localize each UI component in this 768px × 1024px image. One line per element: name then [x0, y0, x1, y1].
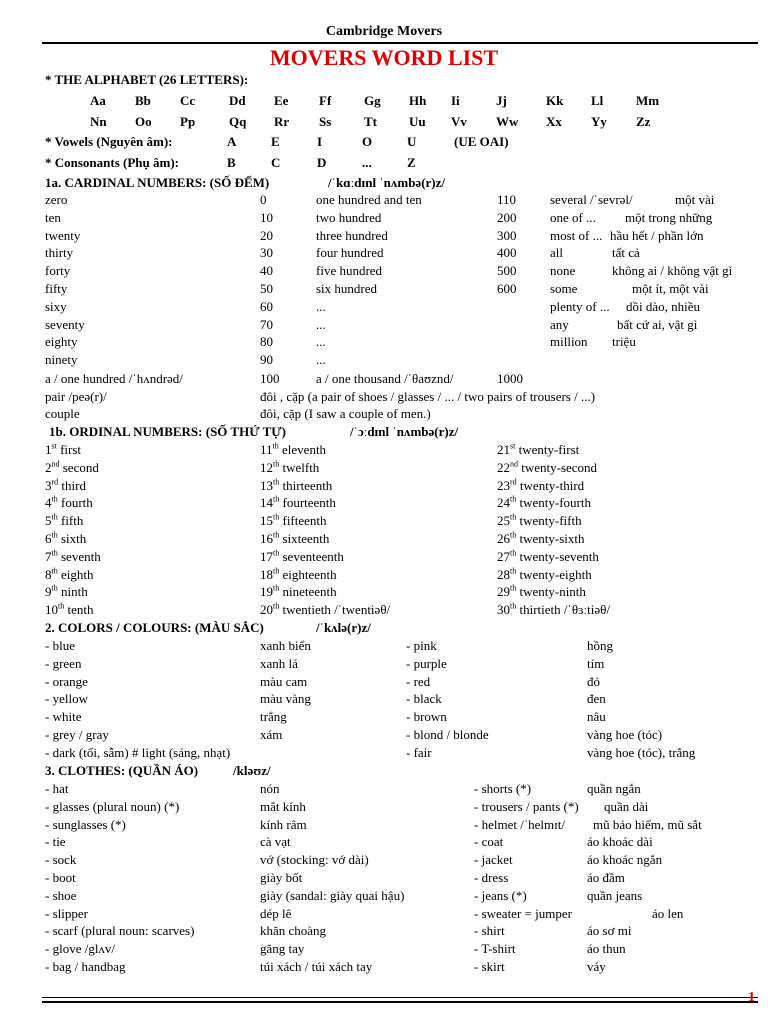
cardinal-number: 500 — [497, 263, 517, 279]
quantifier-word: some — [550, 281, 578, 296]
clothes-word: - trousers / pants (*) — [474, 798, 579, 814]
cardinal-number: 40 — [260, 263, 273, 279]
clothes-word: - sweater = jumper — [474, 905, 572, 921]
ordinal-heading: 1b. ORDINAL NUMBERS: (SỐ THỨ TỰ) — [49, 424, 286, 439]
ordinal-item: 16th sixteenth — [260, 530, 330, 546]
quantifier-meaning: một trong những — [625, 209, 713, 225]
quantifier-meaning: triệu — [612, 334, 636, 350]
color-meaning: nâu — [587, 709, 606, 725]
vowel: E — [271, 134, 280, 149]
consonant: B — [227, 155, 236, 170]
cardinal-word: one hundred and ten — [316, 192, 422, 207]
clothes-meaning: giày bốt — [260, 870, 303, 885]
page-title: MOVERS WORD LIST — [269, 45, 499, 70]
color-meaning: đen — [587, 691, 606, 707]
clothes-meaning: găng tay — [260, 941, 305, 957]
clothes-word: - jacket — [474, 852, 513, 868]
color-word: - yellow — [45, 691, 88, 707]
ordinal-item: 29th twenty-ninth — [497, 584, 586, 600]
cardinal-number: 110 — [497, 192, 517, 207]
clothes-word: - slipper — [45, 905, 88, 921]
ordinal-item: 23rd twenty-third — [497, 477, 585, 493]
clothes-meaning: áo sơ mi — [587, 923, 632, 939]
color-word: - blond / blonde — [406, 727, 489, 742]
color-word: - orange — [45, 673, 88, 689]
clothes-meaning: túi xách / túi xách tay — [260, 959, 373, 974]
cardinal-heading: 1a. CARDINAL NUMBERS: (SỐ ĐẾM) — [45, 175, 270, 190]
pair-meaning: đôi , cặp (a pair of shoes / glasses / ... / two pairs of trousers / ...) — [260, 389, 596, 404]
footer-rule-1 — [42, 997, 758, 998]
cardinal-number: 70 — [260, 316, 273, 332]
consonant: Z — [407, 155, 416, 170]
cardinal-word: ... — [316, 298, 326, 314]
color-meaning: vàng hoe (tóc) — [587, 727, 663, 742]
ordinal-item: 5th fifth — [45, 512, 84, 529]
alphabet-letter: Hh — [409, 93, 427, 108]
color-word: - grey / gray — [45, 727, 109, 742]
cardinal-number: 60 — [260, 298, 273, 314]
ordinal-item: 15th fifteenth — [260, 512, 327, 529]
cardinal-number: 80 — [260, 334, 273, 350]
hundred-word: a / one hundred /ˈhʌndrəd/ — [45, 371, 183, 386]
alphabet-letter: Rr — [274, 114, 290, 129]
quantifier-meaning: tất cả — [612, 245, 640, 261]
clothes-meaning: mắt kính — [260, 798, 306, 814]
ordinal-item: 7th seventh — [45, 548, 101, 564]
alphabet-letter: Ii — [451, 93, 460, 108]
clothes-word: - jeans (*) — [474, 887, 527, 903]
quantifier-word: plenty of ... — [550, 298, 610, 314]
quantifier-meaning: một vài — [675, 192, 715, 207]
ordinal-item: 20th twentieth /ˈtwentiəθ/ — [260, 601, 391, 618]
clothes-word: - sock — [45, 852, 77, 868]
cardinal-word: seventy — [45, 316, 85, 332]
color-word: - red — [406, 673, 431, 689]
clothes-heading: 3. CLOTHES: (QUẦN ÁO) — [45, 763, 199, 778]
quantifier-word: most of ... — [550, 227, 603, 243]
clothes-meaning: giày (sandal: giày quai hậu) — [260, 887, 405, 903]
color-word: - green — [45, 655, 82, 671]
consonant: D — [317, 155, 327, 170]
cardinal-word: ... — [316, 352, 326, 368]
alphabet-letter: Qq — [229, 114, 247, 129]
clothes-word: - bag / handbag — [45, 959, 126, 974]
quantifier-meaning: một ít, một vài — [632, 281, 709, 296]
clothes-word: - skirt — [474, 959, 505, 974]
consonants-label: * Consonants (Phụ âm): — [45, 155, 179, 170]
color-meaning: màu vàng — [260, 691, 311, 707]
thousand-word: a / one thousand /ˈθaʊznd/ — [316, 371, 454, 386]
ordinal-item: 3rd third — [45, 477, 86, 493]
color-word: - blue — [45, 638, 75, 653]
ordinal-phonetic: /ˈɔːdɪnl ˈnʌmbə(r)z/ — [350, 424, 459, 439]
clothes-word: - helmet /ˈhelmɪt/ — [474, 816, 565, 832]
ordinal-item: 25th twenty-fifth — [497, 512, 582, 529]
cardinal-word: three hundred — [316, 227, 388, 243]
ordinal-item: 19th nineteenth — [260, 584, 337, 600]
vowel: A — [227, 134, 237, 149]
clothes-meaning: nón — [260, 781, 280, 796]
alphabet-letter: Nn — [90, 114, 107, 129]
color-meaning: xanh lá — [260, 655, 298, 671]
clothes-word: - dress — [474, 870, 509, 885]
color-meaning: tím — [587, 655, 605, 671]
vowel: (UE OAI) — [454, 134, 509, 149]
alphabet-letter: Ee — [274, 93, 289, 108]
cardinal-word: ... — [316, 316, 326, 332]
pair-word: pair /peə(r)/ — [45, 389, 107, 404]
ordinal-item: 22nd twenty-second — [497, 459, 598, 475]
cardinal-word: twenty — [45, 227, 81, 243]
alphabet-letter: Gg — [364, 93, 381, 108]
consonant: C — [271, 155, 281, 170]
alphabet-letter: Ll — [591, 93, 604, 108]
ordinal-item: 8th eighth — [45, 566, 94, 582]
clothes-meaning: vớ (stocking: vớ dài) — [260, 852, 369, 868]
alphabet-letter: Ss — [319, 114, 332, 129]
alphabet-letter: Oo — [135, 114, 152, 129]
clothes-meaning: quần jeans — [587, 887, 643, 903]
clothes-meaning: mũ bảo hiểm, mũ sắt — [593, 816, 702, 832]
cardinal-word: six hundred — [316, 281, 378, 296]
color-meaning: hồng — [587, 638, 613, 653]
clothes-word: - glasses (plural noun) (*) — [45, 798, 180, 814]
clothes-word: - scarf (plural noun: scarves) — [45, 923, 195, 939]
color-word: - black — [406, 691, 442, 707]
quantifier-meaning: bất cứ ai, vật gì — [617, 316, 698, 332]
cardinal-number: 600 — [497, 281, 517, 296]
ordinal-item: 30th thirtieth /ˈθɜːtiəθ/ — [497, 601, 610, 618]
quantifier-meaning: hầu hết / phần lớn — [610, 227, 704, 243]
color-word: - dark (tối, sẫm) # light (sáng, nhạt) — [45, 744, 231, 760]
clothes-word: - tie — [45, 834, 66, 850]
cardinal-word: eighty — [45, 334, 78, 350]
alphabet-letter: Pp — [180, 114, 196, 129]
cardinal-word: forty — [45, 263, 71, 279]
cardinal-phonetic: /ˈkɑːdɪnl ˈnʌmbə(r)z/ — [328, 175, 446, 190]
ordinal-item: 6th sixth — [45, 530, 87, 546]
document-header: Cambridge Movers — [325, 24, 443, 39]
ordinal-item: 28th twenty-eighth — [497, 566, 592, 582]
clothes-word: - hat — [45, 781, 69, 796]
alphabet-letter: Yy — [591, 114, 607, 129]
color-meaning: xanh biển — [260, 638, 311, 653]
couple-meaning: đôi, cặp (I saw a couple of men.) — [260, 406, 431, 421]
quantifier-meaning: dồi dào, nhiều — [626, 298, 701, 314]
ordinal-item: 1st first — [45, 441, 82, 457]
thousand-number: 1000 — [497, 371, 523, 386]
couple-word: couple — [45, 406, 80, 421]
page-number: 1 — [748, 990, 755, 1005]
clothes-word: - T-shirt — [474, 941, 516, 957]
cardinal-word: ten — [45, 209, 61, 225]
cardinal-number: 0 — [260, 192, 267, 207]
clothes-word: - shoe — [45, 887, 77, 903]
ordinal-item: 27th twenty-seventh — [497, 548, 599, 564]
vowel: U — [407, 134, 417, 149]
ordinal-item: 10th tenth — [45, 601, 94, 618]
alphabet-letter: Dd — [229, 93, 246, 108]
cardinal-number: 20 — [260, 227, 273, 243]
color-word: - brown — [406, 709, 447, 725]
clothes-word: - boot — [45, 870, 76, 885]
clothes-meaning: váy — [587, 959, 606, 974]
cardinal-number: 90 — [260, 352, 273, 368]
colors-heading: 2. COLORS / COLOURS: (MÀU SẮC) — [45, 620, 264, 635]
ordinal-item: 9th ninth — [45, 584, 88, 600]
ordinal-item: 2nd second — [45, 459, 99, 475]
clothes-word: - shorts (*) — [474, 781, 532, 796]
alphabet-letter: Aa — [90, 93, 106, 108]
vowel: I — [317, 134, 323, 149]
alphabet-letter: Ff — [319, 93, 332, 108]
hundred-number: 100 — [260, 371, 280, 386]
cardinal-number: 50 — [260, 281, 273, 296]
cardinal-number: 400 — [497, 245, 517, 261]
clothes-word: - coat — [474, 834, 504, 850]
quantifier-word: any — [550, 316, 569, 332]
clothes-meaning: áo thun — [587, 941, 626, 957]
alphabet-letter: Xx — [546, 114, 562, 129]
quantifier-word: all — [550, 245, 563, 261]
ordinal-item: 24th twenty-fourth — [497, 495, 591, 511]
clothes-word: - sunglasses (*) — [45, 816, 126, 832]
alphabet-letter: Bb — [135, 93, 151, 108]
clothes-meaning: áo khoác dài — [587, 834, 653, 850]
color-meaning: đỏ — [587, 673, 600, 689]
color-meaning: xám — [260, 727, 283, 742]
clothes-meaning: quần dài — [604, 798, 649, 814]
cardinal-word: two hundred — [316, 209, 382, 225]
color-meaning: màu cam — [260, 673, 308, 689]
clothes-phonetic: /kləʊz/ — [233, 763, 271, 778]
ordinal-item: 26th twenty-sixth — [497, 530, 585, 546]
alphabet-letter: Cc — [180, 93, 196, 108]
alphabet-letter: Tt — [364, 114, 377, 129]
clothes-meaning: cà vạt — [260, 834, 291, 850]
vowel: O — [362, 134, 373, 149]
ordinal-item: 4th fourth — [45, 495, 93, 511]
alphabet-letter: Ww — [496, 114, 519, 129]
ordinal-item: 21st twenty-first — [497, 441, 580, 457]
color-word: - purple — [406, 655, 447, 671]
alphabet-letter: Kk — [546, 93, 564, 108]
clothes-meaning: khăn choàng — [260, 923, 327, 939]
alphabet-letter: Mm — [636, 93, 660, 108]
color-word: - pink — [406, 638, 437, 653]
alphabet-letter: Vv — [451, 114, 467, 129]
clothes-meaning: áo khoác ngắn — [587, 852, 663, 868]
cardinal-number: 300 — [497, 227, 517, 243]
cardinal-word: sixy — [45, 298, 67, 314]
color-meaning: trắng — [260, 709, 287, 725]
ordinal-item: 12th twelfth — [260, 459, 320, 475]
ordinal-item: 14th fourteenth — [260, 495, 336, 511]
clothes-meaning: quần ngắn — [587, 781, 641, 796]
cardinal-word: zero — [45, 192, 68, 207]
cardinal-number: 200 — [497, 209, 517, 225]
cardinal-word: five hundred — [316, 263, 383, 279]
quantifier-meaning: không ai / không vật gì — [612, 263, 733, 279]
clothes-meaning: áo len — [652, 905, 684, 921]
clothes-meaning: áo đầm — [587, 870, 625, 885]
alphabet-letter: Uu — [409, 114, 426, 129]
ordinal-item: 17th seventeenth — [260, 548, 344, 564]
cardinal-word: fifty — [45, 281, 68, 296]
vowels-label: * Vowels (Nguyên âm): — [45, 134, 173, 149]
clothes-word: - glove /glʌv/ — [45, 941, 116, 957]
quantifier-word: million — [550, 334, 588, 350]
color-word: - white — [45, 709, 82, 725]
color-meaning: vàng hoe (tóc), trắng — [587, 744, 696, 760]
footer-rule-2 — [42, 1001, 758, 1003]
quantifier-word: none — [550, 263, 576, 279]
clothes-word: - shirt — [474, 923, 505, 939]
alphabet-letter: Zz — [636, 114, 651, 129]
color-word: - fair — [406, 744, 432, 760]
quantifier-word: one of ... — [550, 209, 596, 225]
ordinal-item: 11th eleventh — [260, 441, 327, 457]
quantifier-word: several /ˈsevrəl/ — [550, 192, 633, 207]
alphabet-letter: Jj — [496, 93, 507, 108]
clothes-meaning: dép lê — [260, 905, 292, 921]
cardinal-word: thirty — [45, 245, 74, 261]
cardinal-word: ... — [316, 334, 326, 350]
ordinal-item: 18th eighteenth — [260, 566, 337, 582]
cardinal-word: ninety — [45, 352, 78, 368]
cardinal-word: four hundred — [316, 245, 384, 261]
colors-phonetic: /ˈkʌlə(r)z/ — [316, 620, 371, 635]
cardinal-number: 30 — [260, 245, 273, 261]
clothes-meaning: kính râm — [260, 816, 307, 832]
alphabet-heading: * THE ALPHABET (26 LETTERS): — [45, 72, 249, 87]
ordinal-item: 13th thirteenth — [260, 477, 333, 493]
consonant: ... — [362, 155, 372, 170]
cardinal-number: 10 — [260, 209, 273, 225]
